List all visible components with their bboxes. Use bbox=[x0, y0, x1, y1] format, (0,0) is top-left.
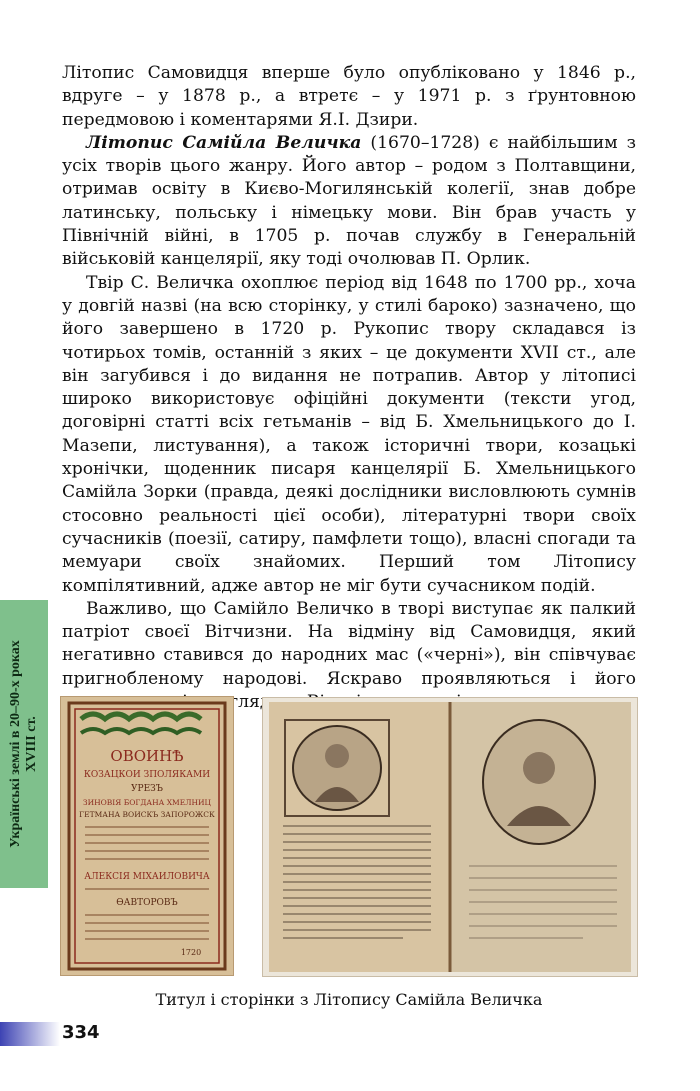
title-page-line-2: КОЗАЦКОИ ЗПОЛЯКАМИ bbox=[83, 770, 211, 780]
paragraph-1: Літопис Самовидця вперше було опубліковано у 1846 р., вдруге – у 1878 р., а втретє – у 1971 р. з ґрунтовною передмовою і коментарями Я.І. Дзири. bbox=[62, 63, 636, 130]
title-page-image bbox=[60, 696, 234, 976]
page-number: 334 bbox=[62, 1022, 100, 1043]
title-page-year: 1720 bbox=[180, 948, 202, 957]
figure-caption: Титул і сторінки з Літопису Самійла Величка bbox=[155, 990, 543, 1009]
open-book-image bbox=[262, 697, 638, 977]
side-chapter-line-2: XVIII ст. bbox=[24, 716, 39, 772]
paragraph-3: Твір С. Величка охоплює період від 1648 по 1700 рр., хоча у довгій назві (на всю сторінку, у стилі бароко) зазначено, що його завершено в 1720 р. Рукопис твору складався із чотирьох томів, останній з яких – це документи XVII ст., але він загубився і до видання не потрапив. Автор у літописі широко використовує офіційні документи (тексти угод, договірні статті всіх гетьманів – від Б. Хмельницького до І. Мазепи, листування), а також історичні твори, козацькі хронічки, щоденник писаря канцелярії Б. Хмельницького Самійла Зорки (правда, деякі дослідники висловлюють сумнів стосовно реальності цієї особи), літературні твори своїх сучасників (поезії, сатиру, памфлети тощо), власні спогади та мемуари своїх знайомих. Перший том Літопису компілятивний, адже автор не міг бути сучасником подій. bbox=[62, 272, 636, 596]
paragraph-2-text: (1670–1728) є найбільшим з усіх творів цього жанру. Його автор – родом з Полтавщини, отримав освіту в Києво-Могилянській колегії, знав добре латинську, польську і німецьку мови. Він брав участь у Північній війні, в 1705 р. почав службу в Генеральній військовій канцелярії, яку тоді очолював П. Орлик. bbox=[62, 132, 636, 270]
open-book-illustration bbox=[263, 698, 637, 976]
title-page-line-3: УРЕЗЪ bbox=[131, 784, 163, 794]
paragraph-4: Важливо, що Самійло Величко в творі виступає як палкий патріот своєї Вітчизни. На відміну від Самовидця, який негативно ставився до народних мас («черні»), він співчуває пригнобленому народові. Яскраво проявляються і його погляди. bbox=[62, 598, 636, 713]
title-page-line-5: ГЕТМАНА ВОИСКЪ ЗАПОРОЖСК bbox=[79, 810, 215, 819]
side-chapter-tab bbox=[0, 600, 48, 888]
paragraph-2 bbox=[62, 132, 636, 272]
page-number-bar bbox=[0, 1022, 60, 1046]
title-page-line-1: ОВОИНѢ bbox=[110, 747, 184, 765]
title-page-line-6: АЛЕКСІЯ МІХАИЛОВИЧА bbox=[84, 872, 210, 882]
side-chapter-title bbox=[8, 604, 40, 884]
title-page-line-4: ЗИНОВІЯ БОГДАНА ХМЕЛНИЦ bbox=[82, 798, 212, 807]
body-text bbox=[62, 62, 636, 738]
title-page-illustration bbox=[61, 697, 233, 975]
paragraph-2-bold-title: Літопис Самійла Величка bbox=[86, 132, 362, 153]
title-page-line-7: ѲАВТОРОВЪ bbox=[116, 898, 178, 908]
side-chapter-line-1: Українські землі в 20–90-х роках bbox=[8, 640, 23, 848]
